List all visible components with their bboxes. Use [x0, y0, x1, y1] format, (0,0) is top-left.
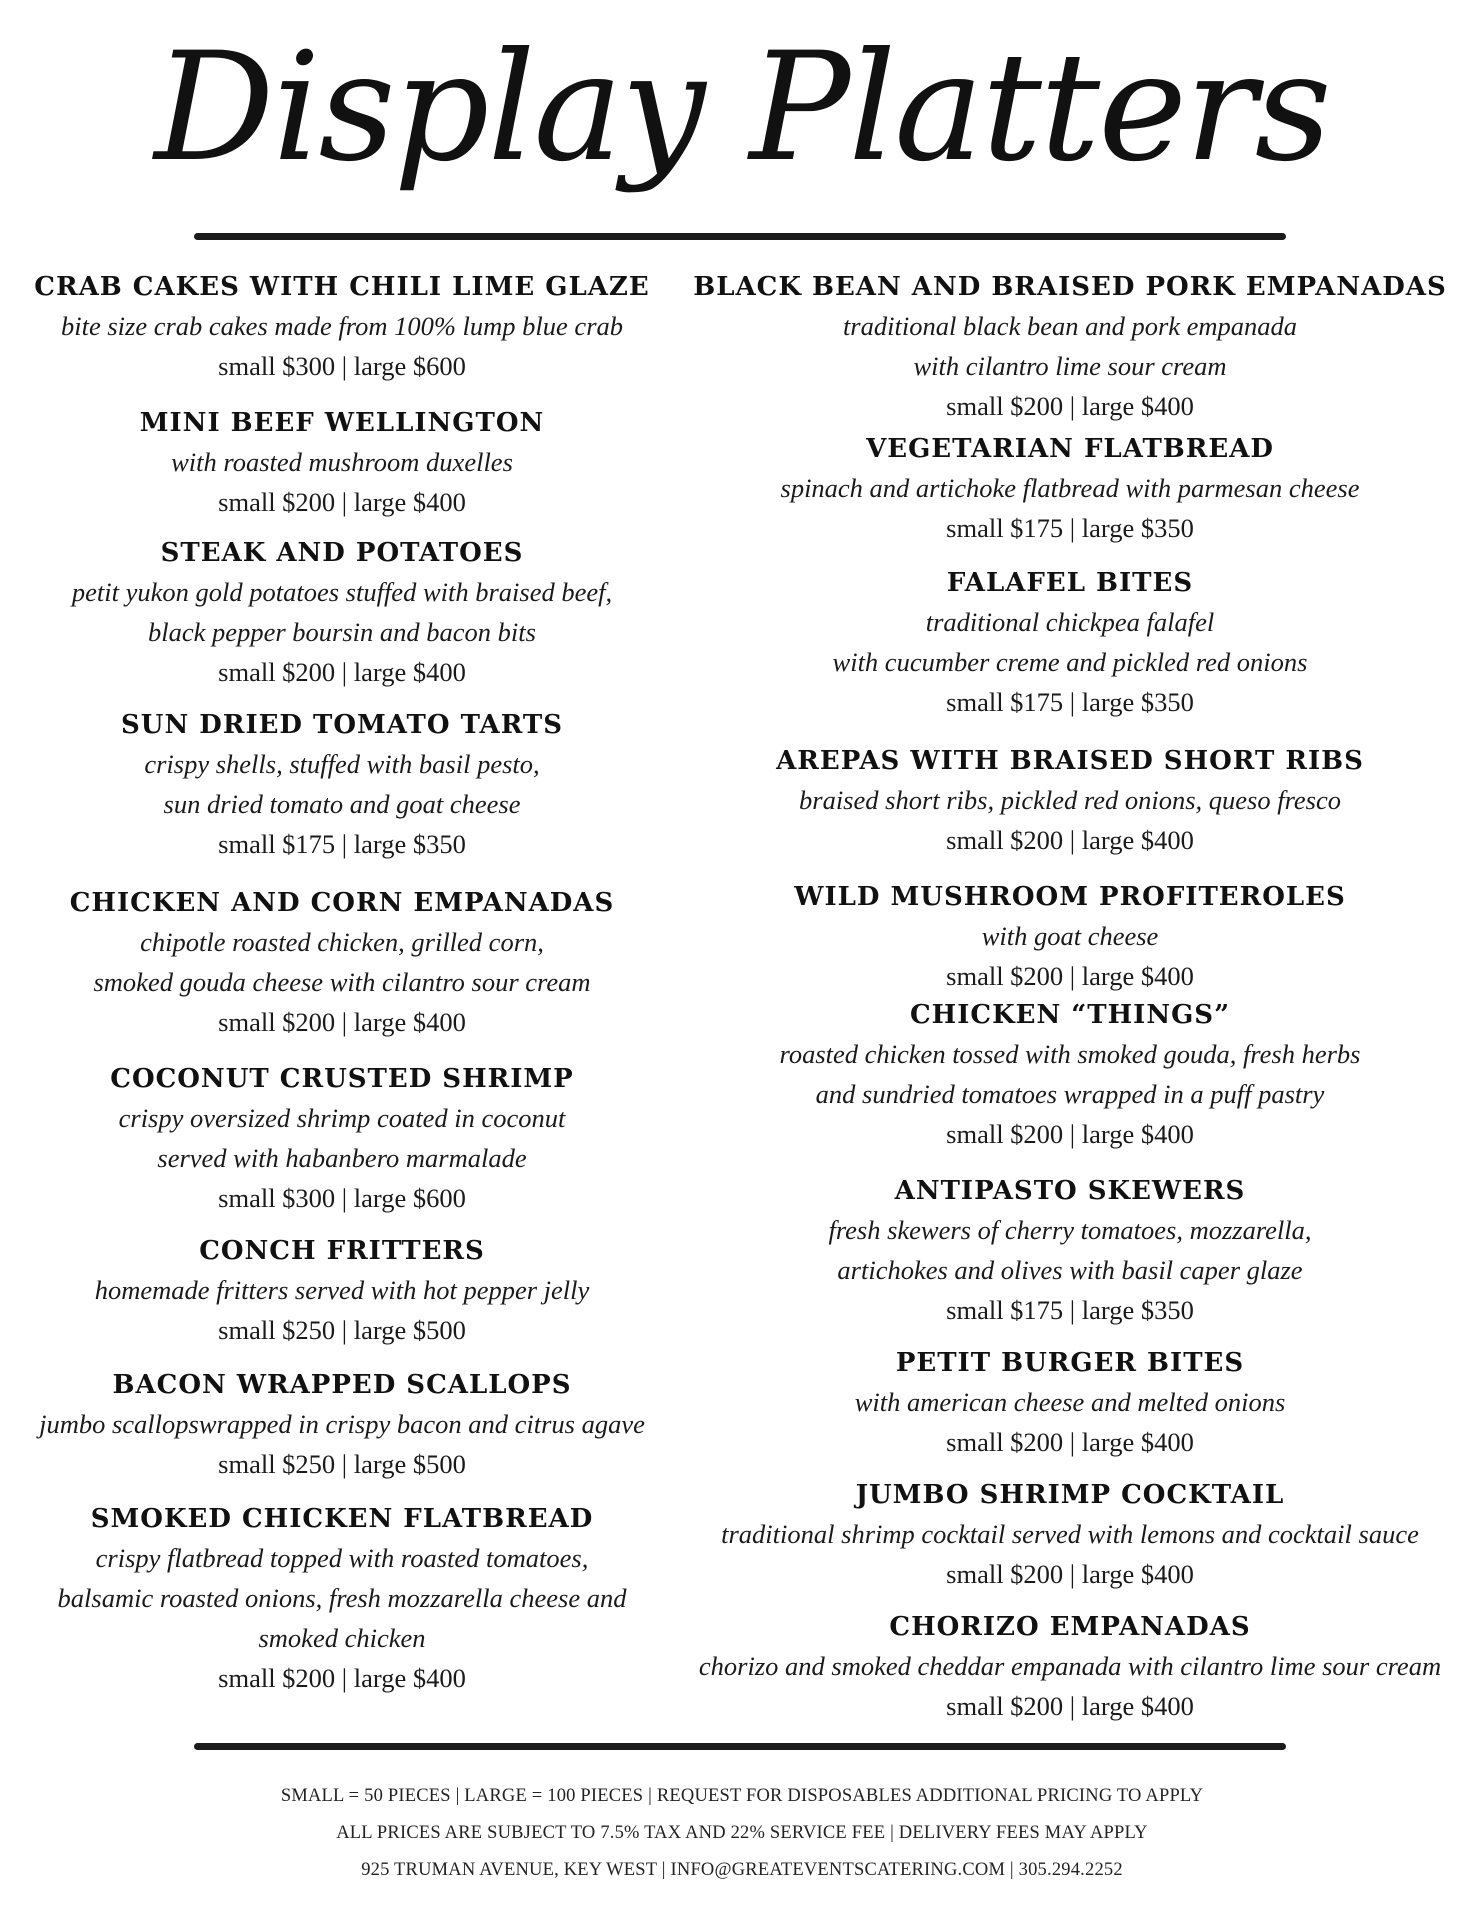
menu-item — [32, 404, 652, 522]
bottom-divider — [194, 1743, 1286, 1750]
menu-item-price: small $200 | large $400 — [946, 391, 1194, 421]
menu-item-description: crispy flatbread topped with roasted tomatoes, — [95, 1543, 589, 1573]
menu-item — [32, 1060, 652, 1218]
menu-item-description: sun dried tomato and goat cheese — [163, 789, 521, 819]
menu-item-name: MINI BEEF WELLINGTON — [139, 408, 545, 438]
menu-item — [32, 1500, 652, 1698]
page-title: Display Platters — [154, 21, 1330, 195]
top-divider — [194, 233, 1286, 240]
menu-item-price: small $200 | large $400 — [946, 1119, 1194, 1149]
menu-item-description: with goat cheese — [981, 921, 1159, 951]
right-menu-column — [690, 268, 1450, 1726]
footer-fees-note: ALL PRICES ARE SUBJECT TO 7.5% TAX AND 22% SERVICE FEE | DELIVERY FEES MAY APPLY — [336, 1823, 1148, 1843]
menu-item-description: artichokes and olives with basil caper glaze — [837, 1255, 1303, 1285]
menu-item-description: bite size crab cakes made from 100% lump blue crab — [60, 311, 624, 341]
menu-item-description: smoked chicken — [258, 1623, 426, 1653]
menu-item — [690, 996, 1450, 1154]
menu-item-description: with cucumber creme and pickled red onions — [832, 647, 1308, 677]
menu-item — [690, 878, 1450, 996]
menu-item-name: COCONUT CRUSTED SHRIMP — [110, 1064, 574, 1094]
menu-item-description: and sundried tomatoes wrapped in a puff pastry — [815, 1079, 1325, 1109]
menu-item-description: homemade fritters served with hot pepper jelly — [94, 1275, 590, 1305]
menu-item-description: chorizo and smoked cheddar empanada with cilantro lime sour cream — [698, 1651, 1442, 1681]
menu-item-price: small $200 | large $400 — [946, 1427, 1194, 1457]
menu-item-description: crispy shells, stuffed with basil pesto, — [144, 749, 540, 779]
menu-item-description: braised short ribs, pickled red onions, queso fresco — [799, 785, 1341, 815]
menu-item-price: small $200 | large $400 — [946, 1691, 1194, 1721]
menu-item — [690, 1608, 1450, 1726]
footer-contact: 925 TRUMAN AVENUE, KEY WEST | INFO@GREATEVENTSCATERING.COM | 305.294.2252 — [361, 1860, 1123, 1880]
menu-item-price: small $200 | large $400 — [946, 825, 1194, 855]
menu-item — [32, 1366, 652, 1484]
menu-item-name: JUMBO SHRIMP COCKTAIL — [855, 1480, 1285, 1510]
menu-item — [32, 884, 652, 1042]
menu-item-price: small $175 | large $350 — [946, 1295, 1194, 1325]
menu-item-description: spinach and artichoke flatbread with parmesan cheese — [780, 473, 1360, 503]
menu-item-description: jumbo scallopswrapped in crispy bacon and citrus agave — [39, 1409, 645, 1439]
menu-item-description: black pepper boursin and bacon bits — [148, 617, 536, 647]
menu-item — [32, 706, 652, 864]
menu-item — [690, 1344, 1450, 1462]
menu-item-description: served with habanbero marmalade — [157, 1143, 527, 1173]
menu-item-name: WILD MUSHROOM PROFITEROLES — [794, 882, 1346, 912]
menu-item-description: traditional black bean and pork empanada — [842, 311, 1298, 341]
menu-item-name: CHORIZO EMPANADAS — [889, 1612, 1251, 1642]
menu-item — [32, 268, 652, 386]
menu-item-name: AREPAS WITH BRAISED SHORT RIBS — [776, 746, 1364, 776]
menu-item-name: CHICKEN AND CORN EMPANADAS — [69, 888, 615, 918]
menu-item-description: traditional shrimp cocktail served with lemons and cocktail sauce — [721, 1519, 1419, 1549]
menu-item — [690, 268, 1450, 426]
menu-item-price: small $200 | large $400 — [218, 487, 466, 517]
menu-item — [32, 1232, 652, 1350]
menu-item-description: with roasted mushroom duxelles — [171, 447, 513, 477]
menu-item-price: small $200 | large $400 — [218, 1007, 466, 1037]
menu-item-name: SMOKED CHICKEN FLATBREAD — [90, 1504, 594, 1534]
menu-item-name: CRAB CAKES WITH CHILI LIME GLAZE — [34, 272, 650, 302]
menu-item-description: smoked gouda cheese with cilantro sour cream — [93, 967, 591, 997]
left-menu-column — [32, 268, 652, 1698]
menu-item-description: petit yukon gold potatoes stuffed with braised beef, — [71, 577, 613, 607]
menu-item-description: crispy oversized shrimp coated in coconut — [118, 1103, 566, 1133]
menu-item-price: small $175 | large $350 — [946, 513, 1194, 543]
menu-item-description: traditional chickpea falafel — [925, 607, 1215, 637]
menu-item — [690, 742, 1450, 860]
menu-item-name: VEGETARIAN FLATBREAD — [866, 434, 1274, 464]
menu-item-price: small $300 | large $600 — [218, 1183, 466, 1213]
menu-item-name: SUN DRIED TOMATO TARTS — [121, 710, 563, 740]
footer — [0, 1778, 1484, 1889]
menu-item-description: balsamic roasted onions, fresh mozzarella cheese and — [57, 1583, 627, 1613]
menu-item-name: FALAFEL BITES — [946, 568, 1194, 598]
footer-pieces-note: SMALL = 50 PIECES | LARGE = 100 PIECES | REQUEST FOR DISPOSABLES ADDITIONAL PRICING TO APPLY — [280, 1786, 1204, 1806]
menu-item-name: CHICKEN “THINGS” — [909, 1000, 1231, 1030]
menu-item-name: PETIT BURGER BITES — [895, 1348, 1245, 1378]
menu-item-price: small $200 | large $400 — [218, 657, 466, 687]
menu-item-name: BLACK BEAN AND BRAISED PORK EMPANADAS — [693, 272, 1447, 302]
menu-item-description: chipotle roasted chicken, grilled corn, — [140, 927, 544, 957]
menu-item-description: with american cheese and melted onions — [854, 1387, 1286, 1417]
menu-item-price: small $200 | large $400 — [946, 961, 1194, 991]
menu-item — [690, 430, 1450, 548]
menu-item-price: small $300 | large $600 — [218, 351, 466, 381]
menu-item-description: roasted chicken tossed with smoked gouda, fresh herbs — [779, 1039, 1361, 1069]
menu-item-name: BACON WRAPPED SCALLOPS — [112, 1370, 572, 1400]
menu-item-description: fresh skewers of cherry tomatoes, mozzarella, — [828, 1215, 1312, 1245]
menu-item-name: STEAK AND POTATOES — [160, 538, 524, 568]
menu-item-price: small $250 | large $500 — [218, 1315, 466, 1345]
menu-item-price: small $200 | large $400 — [946, 1559, 1194, 1589]
menu-item — [690, 1172, 1450, 1330]
menu-item-name: CONCH FRITTERS — [199, 1236, 485, 1266]
menu-item-price: small $250 | large $500 — [218, 1449, 466, 1479]
menu-item — [690, 1476, 1450, 1594]
menu-item-description: with cilantro lime sour cream — [913, 351, 1227, 381]
menu-item-price: small $175 | large $350 — [218, 829, 466, 859]
menu-item-price: small $200 | large $400 — [218, 1663, 466, 1693]
menu-item — [32, 534, 652, 692]
menu-item — [690, 564, 1450, 722]
menu-item-name: ANTIPASTO SKEWERS — [894, 1176, 1246, 1206]
menu-item-price: small $175 | large $350 — [946, 687, 1194, 717]
